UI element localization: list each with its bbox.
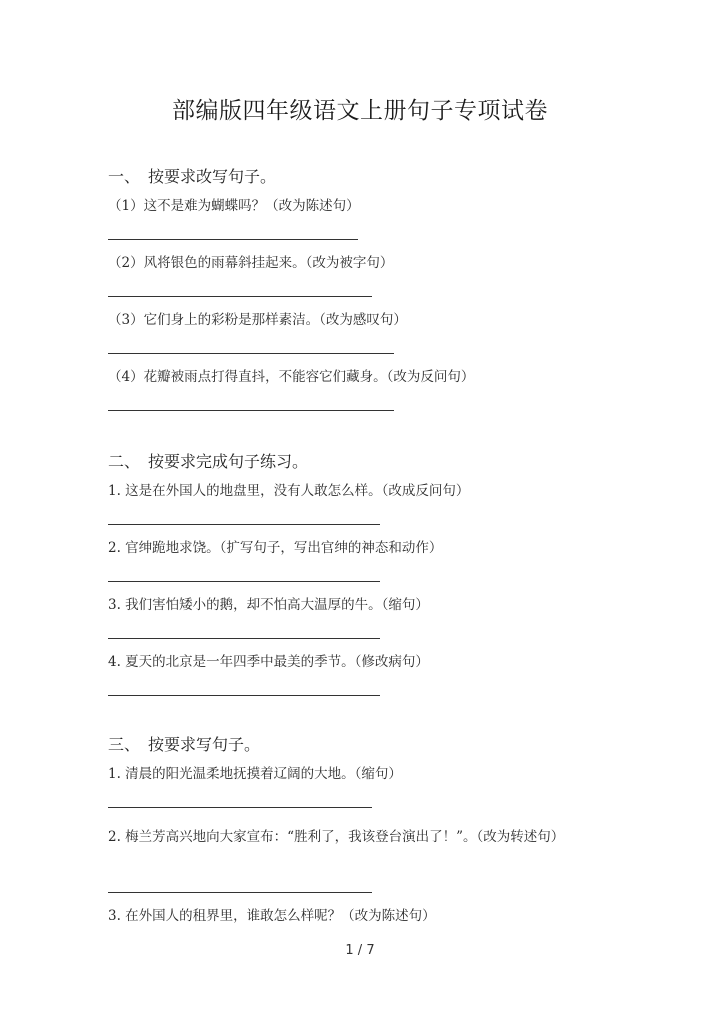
question-2-1: 1. 这是在外国人的地盘里，没有人敢怎么样。（改成反问句） <box>108 483 470 499</box>
question-2-3: 3. 我们害怕矮小的鹅，却不怕高大温厚的牛。（缩句） <box>108 597 429 613</box>
section-1-title: 按要求改写句子。 <box>148 167 277 186</box>
question-2-4: 4. 夏天的北京是一年四季中最美的季节。（修改病句） <box>108 654 429 670</box>
question-3-1: 1. 清晨的阳光温柔地抚摸着辽阔的大地。（缩句） <box>108 766 402 782</box>
question-1-4: （4）花瓣被雨点打得直抖，不能容它们藏身。（改为反问句） <box>108 369 475 385</box>
answer-line-2-2[interactable] <box>108 581 380 582</box>
question-3-3: 3. 在外国人的租界里，谁敢怎么样呢？（改为陈述句） <box>108 908 436 924</box>
section-1-number: 一、 <box>108 167 141 186</box>
answer-line-2-4[interactable] <box>108 695 380 696</box>
answer-line-1-2[interactable] <box>108 296 372 297</box>
answer-line-2-3[interactable] <box>108 638 380 639</box>
question-1-2: （2）风将银色的雨幕斜挂起来。（改为被字句） <box>108 255 394 271</box>
answer-line-3-2[interactable] <box>108 892 372 893</box>
answer-line-1-4[interactable] <box>108 410 394 411</box>
question-1-3: （3）它们身上的彩粉是那样素洁。（改为感叹句） <box>108 312 407 328</box>
section-2-heading <box>108 449 308 472</box>
section-3-heading <box>108 732 260 755</box>
section-3-title: 按要求写句子。 <box>148 735 261 754</box>
answer-line-1-3[interactable] <box>108 353 394 354</box>
question-1-1: （1）这不是难为蝴蝶吗？（改为陈述句） <box>108 198 360 214</box>
section-3-number: 三、 <box>108 735 141 754</box>
section-2-number: 二、 <box>108 452 141 471</box>
answer-line-3-1[interactable] <box>108 807 372 808</box>
answer-line-1-1[interactable] <box>108 239 358 240</box>
question-2-2: 2. 官绅跪地求饶。（扩写句子，写出官绅的神态和动作） <box>108 540 443 556</box>
question-3-2: 2. 梅兰芳高兴地向大家宣布：“胜利了，我该登台演出了！”。（改为转述句） <box>108 829 565 845</box>
section-1-heading <box>108 164 276 187</box>
page-number: 1 / 7 <box>345 943 375 958</box>
page-title: 部编版四年级语文上册句子专项试卷 <box>172 98 548 124</box>
section-2-title: 按要求完成句子练习。 <box>148 452 309 471</box>
answer-line-2-1[interactable] <box>108 524 380 525</box>
